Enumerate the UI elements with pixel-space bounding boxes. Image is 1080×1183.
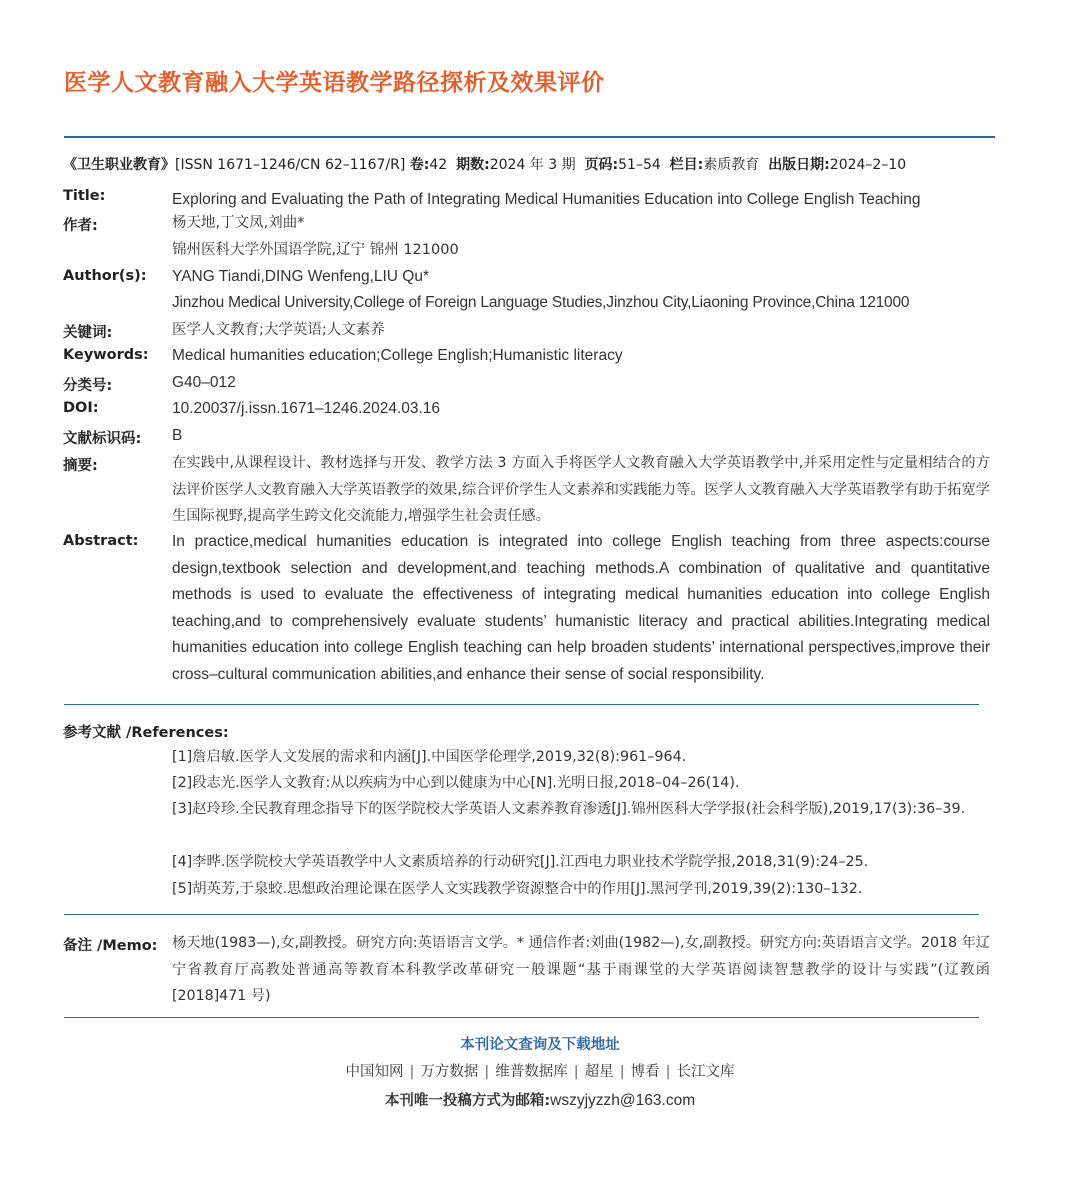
memo-divider <box>64 914 979 915</box>
keywords-en: Medical humanities education;College English;Humanistic literacy <box>172 347 623 364</box>
database-link[interactable]: 长江文库 <box>676 1064 735 1080</box>
authors-en-label: Author(s): <box>63 268 147 284</box>
reference-item: [5]胡英芳,于泉蛟.思想政治理论课在医学人文实践教学资源整合中的作用[J].黑河学刊,2019,39(2):130–132. <box>172 881 863 897</box>
affiliation-cn: 锦州医科大学外国语学院,辽宁 锦州 121000 <box>172 242 459 258</box>
keywords-cn: 医学人文教育;大学英语;人文素养 <box>172 322 385 338</box>
pages: 51–54 <box>618 157 661 173</box>
contact-line <box>0 1089 1080 1110</box>
citation-line <box>63 154 993 174</box>
title-value: Exploring and Evaluating the Path of Integrating Medical Humanities Education into College English Teaching <box>172 191 921 208</box>
separator: | <box>484 1064 490 1080</box>
doi-value: 10.20037/j.issn.1671–1246.2024.03.16 <box>172 400 441 417</box>
separator: | <box>573 1064 579 1080</box>
date-label: 出版日期: <box>768 157 830 173</box>
issn: [ISSN 1671–1246/CN 62–1167/R] <box>175 157 406 173</box>
title-label: Title: <box>63 188 106 204</box>
keywords-cn-label: 关键词: <box>63 325 113 341</box>
reference-item: [3]赵玲珍.全民教育理念指导下的医学院校大学英语人文素养教育渗透[J].锦州医科大学学报(社会科学版),2019,17(3):36–39. <box>172 801 966 817</box>
contact-label: 本刊唯一投稿方式为邮箱: <box>384 1093 551 1109</box>
footer-divider <box>64 1017 979 1018</box>
pages-label: 页码: <box>584 157 619 173</box>
top-divider <box>64 136 995 138</box>
separator: | <box>409 1064 415 1080</box>
footer-title: 本刊论文查询及下载地址 <box>460 1037 620 1053</box>
database-list <box>0 1060 1080 1081</box>
reference-item: [1]詹启敏.医学人文发展的需求和内涵[J].中国医学伦理学,2019,32(8):961–964. <box>172 749 687 765</box>
abstract-cn: 在实践中,从课程设计、教材选择与开发、教学方法 3 方面入手将医学人文教育融入大学英语教学中,并采用定性与定量相结合的方法评价医学人文教育融入大学英语教学的效果,综合评价学生人文素养和实践能力等。医学人文教育融入大学英语教学有助于拓宽学生国际视野,提高学生跨文化交流能力,增强学生社会责任感。 <box>172 455 990 524</box>
reference-item: [4]李晔.医学院校大学英语教学中人文素质培养的行动研究[J].江西电力职业技术学院学报,2018,31(9):24–25. <box>172 854 869 870</box>
memo-label: 备注 /Memo: <box>63 938 158 954</box>
doc-code-label: 文献标识码: <box>63 431 142 447</box>
classification-label: 分类号: <box>63 378 113 394</box>
abstract-en: In practice,medical humanities education is integrated into college English teaching from three aspects:course design,textbook selection and development,and teaching methods.A combination of qualitative and quantitative methods is used to evaluate the effectiveness of integrating medical humanities education into college English teaching,and to comprehensively evaluate students’ humanistic literacy and practical abilities.Integrating medical humanities education into college English teaching can help broaden students’ international perspectives,improve their cross–cultural communication abilities,and enhance their sense of social responsibility. <box>172 533 990 683</box>
separator: | <box>619 1064 625 1080</box>
journal-name: 《卫生职业教育》 <box>63 157 175 173</box>
references-heading: 参考文献 /References: <box>63 725 229 741</box>
doi-label: DOI: <box>63 400 99 416</box>
database-link[interactable]: 超星 <box>584 1064 614 1080</box>
issue-label: 期数: <box>456 157 490 173</box>
volume-label: 卷: <box>409 157 430 173</box>
database-link[interactable]: 万方数据 <box>420 1064 479 1080</box>
volume: 42 <box>429 157 448 173</box>
doc-code: B <box>172 427 183 444</box>
column: 素质教育 <box>703 157 760 173</box>
column-label: 栏目: <box>669 157 704 173</box>
affiliation-en: Jinzhou Medical University,College of Foreign Language Studies,Jinzhou City,Liaoning Province,China 121000 <box>172 294 910 311</box>
database-link[interactable]: 博看 <box>630 1064 660 1080</box>
publish-date: 2024–2–10 <box>829 157 907 173</box>
memo-text: 杨天地(1983—),女,副教授。研究方向:英语语言文学。* 通信作者:刘曲(1982—),女,副教授。研究方向:英语语言文学。2018 年辽宁省教育厅高教处普通高等教育本科教学改革研究一般课题“基于雨课堂的大学英语阅读智慧教学的设计与实践”(辽教函[2018]471 号) <box>172 935 990 1004</box>
article-title: 医学人文教育融入大学英语教学路径探析及效果评价 <box>64 70 605 96</box>
database-link[interactable]: 维普数据库 <box>495 1064 568 1080</box>
abstract-en-label: Abstract: <box>63 533 139 549</box>
authors-cn: 杨天地,丁文凤,刘曲* <box>172 215 305 231</box>
database-link[interactable]: 中国知网 <box>345 1064 404 1080</box>
separator: | <box>665 1064 671 1080</box>
references-divider <box>64 704 979 705</box>
reference-item: [2]段志光.医学人文教育:从以疾病为中心到以健康为中心[N].光明日报,2018–04–26(14). <box>172 775 740 791</box>
classification-value: G40–012 <box>172 374 236 391</box>
issue: 2024 年 3 期 <box>489 157 576 173</box>
authors-cn-label: 作者: <box>63 218 98 234</box>
contact-email[interactable]: wszyjyzzh@163.com <box>550 1092 696 1109</box>
authors-en: YANG Tiandi,DING Wenfeng,LIU Qu* <box>172 268 430 285</box>
abstract-cn-label: 摘要: <box>63 458 98 474</box>
keywords-en-label: Keywords: <box>63 347 149 363</box>
